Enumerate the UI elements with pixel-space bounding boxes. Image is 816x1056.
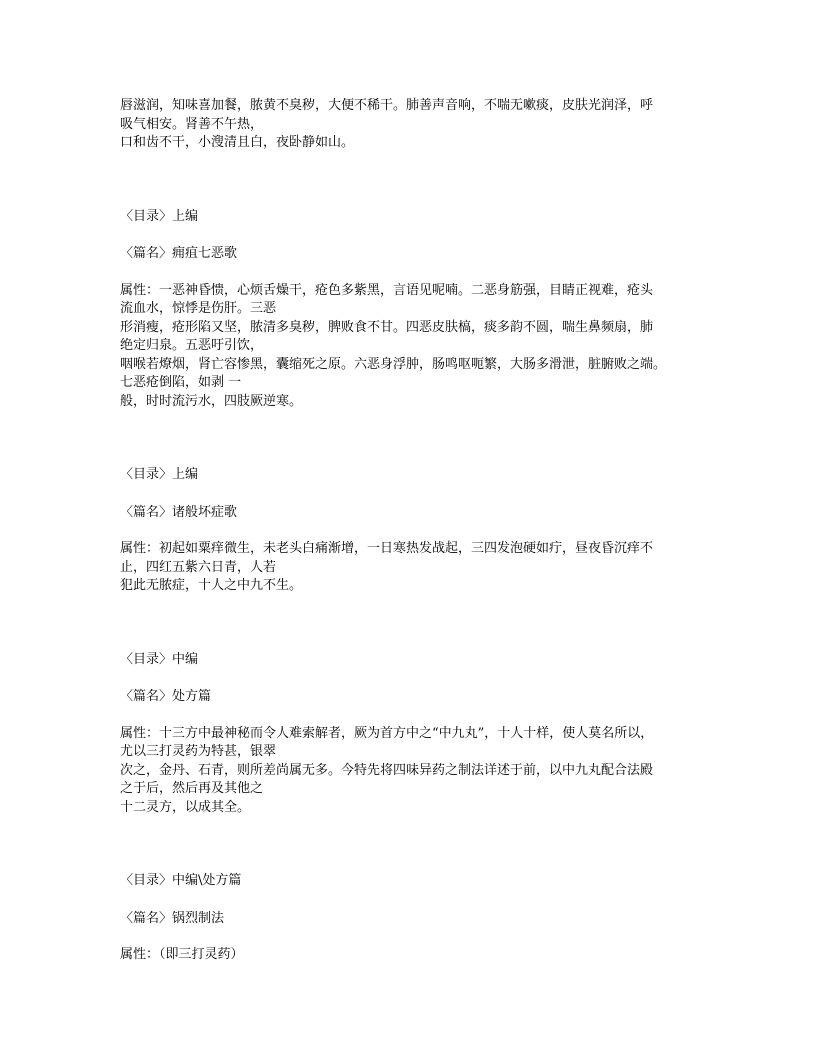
text-line: 七恶疮倒陷，如剥 一 bbox=[120, 375, 242, 390]
text-line: 止，四红五紫六日青，人若 bbox=[120, 559, 277, 575]
section-title: 〈篇名〉处方篇 bbox=[120, 689, 212, 704]
text-line: 唇滋润，知味喜加餐，脓黄不臭秽，大便不稀干。肺善声音响，不喘无嗽痰，皮肤光润泽，呼 bbox=[120, 98, 654, 113]
text-block-intro bbox=[120, 97, 702, 153]
text-line: 十二灵方，以成其全。 bbox=[120, 799, 251, 815]
text-line: 流血水，惊悸是伤肝。三恶 bbox=[120, 301, 277, 316]
toc-label: 〈目录〉上编 bbox=[120, 467, 199, 482]
section-title: 〈篇名〉痈疽七恶歌 bbox=[120, 246, 238, 261]
text-line: 属性：（即三打灵药） bbox=[120, 947, 244, 962]
text-line: 咽喉若燎烟，肾亡容惨黑，囊缩死之原。六恶身浮肿，肠鸣呕呃繁，大肠多滑泄，脏腑败之端。 bbox=[120, 356, 667, 372]
text-line: 吸气相安。肾善不午热， bbox=[120, 116, 264, 132]
text-line: 属性：初起如粟痒微生，未老头白痛渐增，一日寒热发战起，三四发泡硬如疔，昼夜昏沉痒不 bbox=[120, 541, 654, 556]
document-page bbox=[120, 97, 702, 965]
text-line: 尤以三打灵药为特甚，银翠 bbox=[120, 744, 277, 759]
section-guo-lie-zhi-fa bbox=[120, 872, 702, 965]
section-qi-e-ge bbox=[120, 208, 702, 412]
text-line: 次之，金丹、石青，则所差尚属无多。今特先将四味异药之制法详述于前，以中九丸配合法殿 bbox=[120, 762, 654, 778]
section-chu-fang-pian bbox=[120, 651, 702, 818]
text-line: 口和齿不干，小溲清且白，夜卧静如山。 bbox=[120, 135, 355, 150]
section-huai-zheng-ge bbox=[120, 466, 702, 596]
toc-label: 〈目录〉上编 bbox=[120, 208, 199, 224]
toc-label: 〈目录〉中编 bbox=[120, 651, 199, 667]
text-line: 犯此无脓症，十人之中九不生。 bbox=[120, 578, 303, 593]
text-line: 绝定归泉。五恶吁引饮， bbox=[120, 338, 264, 353]
section-title: 〈篇名〉锅烈制法 bbox=[120, 910, 225, 926]
section-title: 〈篇名〉诸般坏症歌 bbox=[120, 504, 238, 520]
text-line: 之于后，然后再及其他之 bbox=[120, 781, 264, 796]
toc-label: 〈目录〉中编\处方篇 bbox=[120, 873, 242, 888]
text-line: 般，时时流污水，四肢厥逆寒。 bbox=[120, 393, 303, 409]
text-line: 形消瘦，疮形陷又坚，脓清多臭秽，脾败食不甘。四恶皮肤槁，痰多韵不圆，喘生鼻频扇，肺 bbox=[120, 319, 654, 335]
text-line: 属性：十三方中最神秘而令人难索解者，厥为首方中之“中九丸”，十人十样，使人莫名所以， bbox=[120, 725, 654, 741]
text-line: 属性：一恶神昏愦，心烦舌燥干，疮色多紫黑，言语见呢喃。二恶身筋强，目睛正视难，疮头 bbox=[120, 282, 654, 298]
